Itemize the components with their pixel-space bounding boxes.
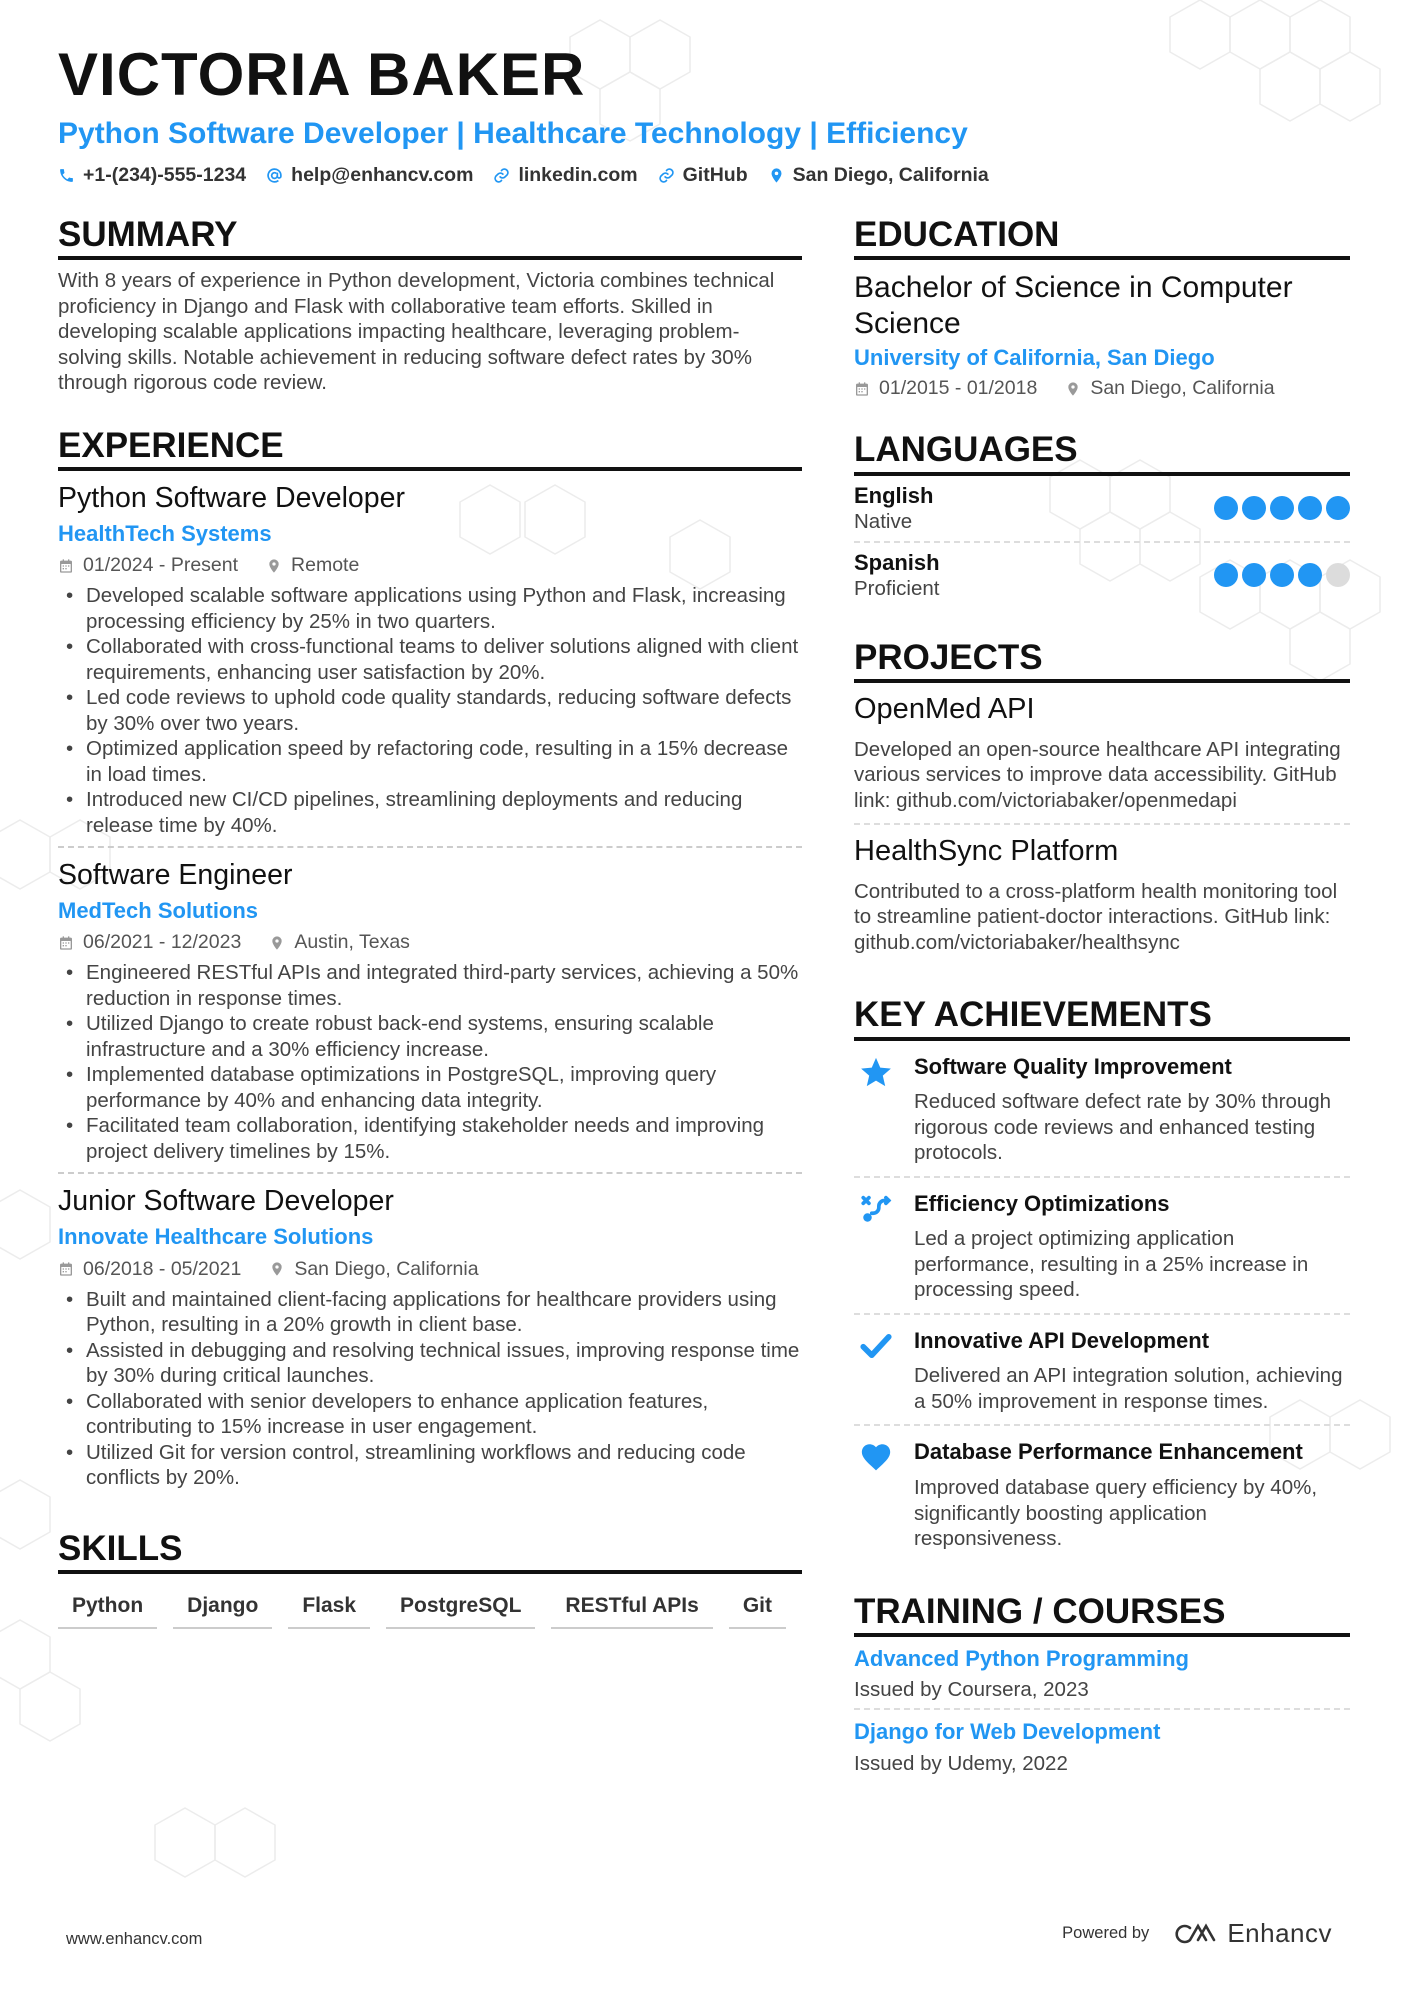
project-description: Contributed to a cross-platform health monitoring tool to streamline patient-doctor interactions. GitHub link: github.com/victoriabaker/healthsync [854,879,1338,954]
footer-branding [1062,1918,1332,1949]
job-entry [58,471,802,848]
education-dates: 01/2015 - 01/2018 [879,377,1038,400]
job-company: HealthTech Systems [58,520,272,546]
contact-github[interactable] [658,164,748,187]
achievement-entry [854,1315,1350,1427]
summary-text: With 8 years of experience in Python development, Victoria combines technical proficiency in Django and Flask with collaborative team efforts. Skilled in developing scalable applications impacting healthcare, leveraging problem-solving skills. Notable achievement in reducing software defect rates by 30% through rigorous code review. [58,269,775,395]
languages-heading: LANGUAGES [854,430,1350,475]
project-title: OpenMed API [854,693,1035,725]
calendar-icon [58,1261,74,1277]
job-company: MedTech Solutions [58,897,259,923]
achievement-entry [854,1041,1350,1178]
education-meta [854,377,1350,400]
job-bullet: • Implemented database optimizations in PostgreSQL, improving query performance by 40% and enhancing data integrity. [58,1062,802,1113]
course-entry [854,1710,1350,1782]
checkmark-icon [859,1329,893,1363]
job-dates: 06/2021 - 12/2023 [83,931,242,954]
job-title: Junior Software Developer [58,1185,394,1218]
job-bullet: • Introduced new CI/CD pipelines, streamlining deployments and reducing release time by 40%. [58,787,802,838]
achievement-description: Delivered an API integration solution, achieving a 50% improvement in response times. [914,1364,1343,1413]
candidate-tagline: Python Software Developer | Healthcare Technology | Efficiency [58,117,968,150]
job-meta [58,554,802,577]
skill-tag: Python [58,1586,157,1629]
enhancv-logo-icon [1171,1921,1217,1947]
link-icon [658,167,675,184]
achievement-entry [854,1178,1350,1315]
rating-dot-filled [1270,496,1294,520]
heart-icon [859,1440,893,1474]
job-bullet: • Optimized application speed by refactoring code, resulting in a 15% decrease in load times. [58,736,802,787]
language-level: Native [854,510,913,533]
rating-dot-filled [1214,496,1238,520]
school-name: University of California, San Diego [854,345,1215,371]
job-bullet: • Collaborated with cross-functional teams to deliver solutions aligned with client requirements, enhancing user satisfaction by 20%. [58,634,802,685]
route-icon [859,1192,893,1226]
job-bullet: • Engineered RESTful APIs and integrated third-party services, achieving a 50% reduction in response times. [58,960,802,1011]
contact-linkedin[interactable] [493,164,637,187]
contact-linkedin-text: linkedin.com [518,164,638,186]
location-pin-icon [269,935,285,951]
achievement-description: Improved database query efficiency by 40%, significantly boosting application responsiveness. [914,1476,1318,1550]
achievement-title: Database Performance Enhancement [914,1439,1303,1465]
rating-dot-filled [1242,563,1266,587]
achievement-description: Reduced software defect rate by 30% through rigorous code reviews and enhanced testing protocols. [914,1090,1332,1165]
rating-dot-filled [1298,563,1322,587]
job-title: Python Software Developer [58,482,405,514]
course-entry [854,1637,1350,1711]
calendar-icon [58,935,74,951]
language-name: Spanish [854,549,940,575]
powered-by-label: Powered by [1062,1924,1150,1942]
rating-dot-empty [1326,563,1350,587]
projects-section [854,638,1350,966]
language-rating [1214,563,1350,587]
language-rating [1214,496,1350,520]
skills-list [58,1586,802,1629]
contact-email[interactable] [266,164,473,187]
contact-location-text: San Diego, California [792,164,989,186]
language-name: English [854,482,934,508]
education-section [854,215,1350,400]
location-pin-icon [1065,381,1081,397]
language-row [854,476,1350,543]
course-title: Advanced Python Programming [854,1645,1189,1671]
projects-heading: PROJECTS [854,638,1350,683]
course-title: Django for Web Development [854,1719,1161,1745]
phone-icon [58,167,75,184]
job-bullet: • Assisted in debugging and resolving technical issues, improving response time by 30% during critical launches. [58,1338,802,1389]
rating-dot-filled [1270,563,1294,587]
enhancv-logo[interactable] [1171,1918,1332,1949]
achievements-heading: KEY ACHIEVEMENTS [854,995,1350,1040]
skill-tag: RESTful APIs [551,1586,712,1629]
candidate-name: VICTORIA BAKER [58,41,586,108]
contact-location [768,164,989,187]
rating-dot-filled [1298,496,1322,520]
brand-name: Enhancv [1227,1918,1332,1948]
contact-bar [58,164,1358,187]
link-icon [493,167,510,184]
location-pin-icon [269,1261,285,1277]
job-location: Remote [291,554,360,577]
job-bullet: • Led code reviews to uphold code quality standards, reducing software defects by 30% over two years. [58,685,802,736]
calendar-icon [58,558,74,574]
job-bullets [58,583,802,838]
job-location: Austin, Texas [294,931,410,954]
job-bullet: • Utilized Django to create robust back-end systems, ensuring scalable infrastructure and a 30% efficiency increase. [58,1011,802,1062]
course-issuer: Issued by Coursera, 2023 [854,1678,1089,1702]
right-column [854,215,1350,1782]
left-column [58,215,802,1629]
job-bullets [58,960,802,1164]
job-entry [58,848,802,1174]
location-pin-icon [266,558,282,574]
course-issuer: Issued by Udemy, 2022 [854,1751,1068,1775]
job-meta [58,1258,802,1281]
training-section [854,1592,1350,1782]
achievement-entry [854,1426,1350,1561]
skill-tag: Git [729,1586,786,1629]
contact-email-text: help@enhancv.com [291,164,474,186]
project-description: Developed an open-source healthcare API integrating various services to improve data accessibility. GitHub link: github.com/victoriabaker/openmedapi [854,737,1341,812]
job-dates: 01/2024 - Present [83,554,239,577]
job-bullet: • Collaborated with senior developers to enhance application features, contributing to 15% increase in user engagement. [58,1389,802,1440]
achievement-title: Innovative API Development [914,1327,1210,1353]
skills-section [58,1529,802,1630]
language-row [854,543,1350,608]
skills-heading: SKILLS [58,1529,802,1574]
job-bullet: • Facilitated team collaboration, identifying stakeholder needs and improving project delivery timelines by 15%. [58,1113,802,1164]
job-meta [58,931,802,954]
footer-website[interactable]: www.enhancv.com [66,1930,203,1948]
job-location: San Diego, California [294,1257,479,1280]
job-dates: 06/2018 - 05/2021 [83,1257,242,1280]
job-bullet: • Developed scalable software applications using Python and Flask, increasing processing efficiency by 25% in two quarters. [58,583,802,634]
training-heading: TRAINING / COURSES [854,1592,1350,1637]
rating-dot-filled [1214,563,1238,587]
achievement-description: Led a project optimizing application performance, resulting in a 25% increase in processing speed. [914,1227,1309,1302]
contact-phone-text: +1-(234)-555-1234 [83,164,247,186]
education-location: San Diego, California [1090,377,1275,400]
job-bullet: • Utilized Git for version control, streamlining workflows and reducing code conflicts by 20%. [58,1440,802,1491]
languages-section [854,430,1350,608]
rating-dot-filled [1326,496,1350,520]
project-entry [854,825,1350,965]
job-title: Software Engineer [58,859,293,892]
project-title: HealthSync Platform [854,835,1119,868]
rating-dot-filled [1242,496,1266,520]
degree-title: Bachelor of Science in Computer Science [854,271,1293,341]
summary-heading: SUMMARY [58,215,802,260]
achievement-title: Software Quality Improvement [914,1053,1232,1079]
job-bullet: • Built and maintained client-facing applications for healthcare providers using Python, resulting in a 20% growth in client base. [58,1287,802,1338]
contact-github-text: GitHub [682,164,748,186]
calendar-icon [854,381,870,397]
skill-tag: PostgreSQL [386,1586,535,1629]
summary-section [58,215,802,396]
achievement-title: Efficiency Optimizations [914,1190,1170,1216]
language-level: Proficient [854,577,940,601]
experience-section [58,426,802,1499]
job-company: Innovate Healthcare Solutions [58,1224,374,1250]
skill-tag: Django [173,1586,272,1629]
skill-tag: Flask [288,1586,370,1629]
at-icon [266,167,283,184]
star-icon [859,1055,893,1089]
experience-heading: EXPERIENCE [58,426,802,471]
achievements-section [854,995,1350,1561]
resume-header [58,42,1358,187]
project-entry [854,683,1350,825]
job-bullets [58,1287,802,1491]
job-entry [58,1174,802,1498]
contact-phone[interactable] [58,164,246,187]
location-pin-icon [768,167,785,184]
education-heading: EDUCATION [854,215,1350,260]
